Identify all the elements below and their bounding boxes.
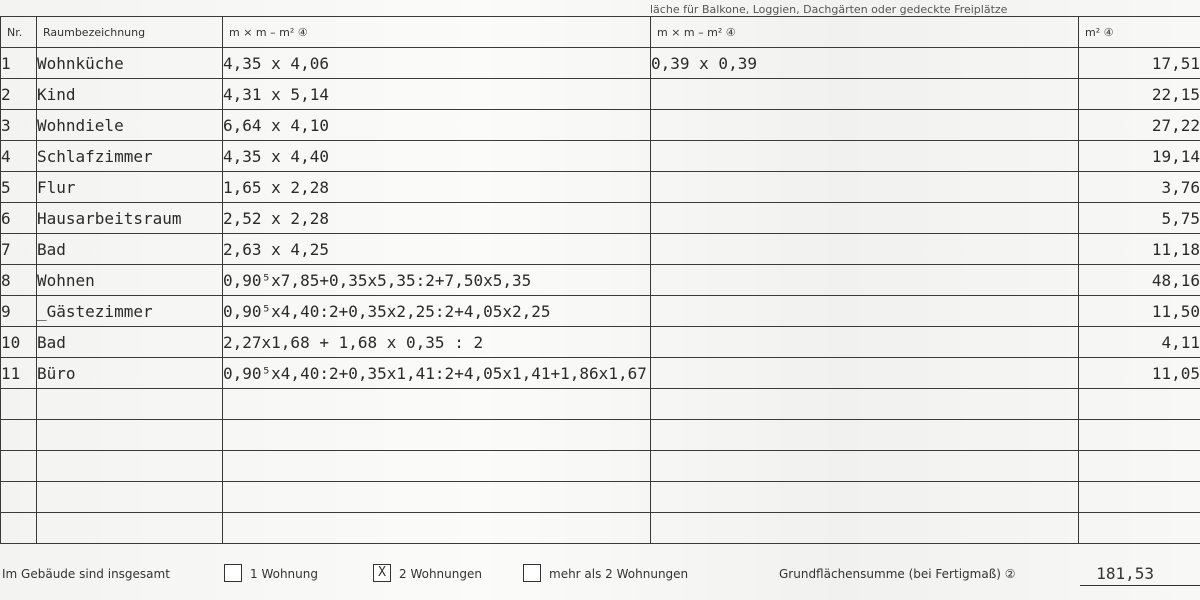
cut-off-header-text: läche für Balkone, Loggien, Dachgärten oder gedeckte Freiplätze <box>650 3 1008 16</box>
table-row <box>1 327 1200 358</box>
room-name: Schlafzimmer <box>37 141 223 172</box>
header-balcony-measure: m × m – m² ④ <box>651 17 1079 48</box>
room-measure <box>223 420 651 451</box>
balcony-measure <box>651 420 1079 451</box>
room-area: 11,50 <box>1079 296 1200 327</box>
row-number: 2 <box>1 79 37 110</box>
room-name: Bad <box>37 327 223 358</box>
table-row <box>1 451 1200 482</box>
room-measure <box>223 513 651 544</box>
row-number <box>1 451 37 482</box>
table-row <box>1 203 1200 234</box>
room-area <box>1079 389 1200 420</box>
header-measure: m × m – m² ④ <box>223 17 651 48</box>
checkbox-2-units-label: 2 Wohnungen <box>399 567 482 581</box>
checkbox-2-units[interactable]: X <box>373 564 391 582</box>
header-room-name: Raumbezeichnung <box>37 17 223 48</box>
room-area <box>1079 420 1200 451</box>
table-row <box>1 296 1200 327</box>
room-area: 27,22 <box>1079 110 1200 141</box>
balcony-measure <box>651 203 1079 234</box>
room-name: Wohnküche <box>37 48 223 79</box>
room-name <box>37 513 223 544</box>
balcony-measure <box>651 296 1079 327</box>
table-row <box>1 358 1200 389</box>
room-measure: 6,64 x 4,10 <box>223 110 651 141</box>
room-measure <box>223 389 651 420</box>
balcony-measure <box>651 358 1079 389</box>
table-header-row <box>1 17 1200 48</box>
row-number <box>1 482 37 513</box>
room-area: 5,75 <box>1079 203 1200 234</box>
balcony-measure <box>651 172 1079 203</box>
room-area: 11,18 <box>1079 234 1200 265</box>
room-name: _Gästezimmer <box>37 296 223 327</box>
table-body <box>1 48 1200 544</box>
checkbox-more-units[interactable] <box>523 564 541 582</box>
table-row <box>1 48 1200 79</box>
room-measure: 4,31 x 5,14 <box>223 79 651 110</box>
row-number: 9 <box>1 296 37 327</box>
room-name <box>37 389 223 420</box>
table-row <box>1 513 1200 544</box>
sum-value: 181,53 <box>1080 564 1200 586</box>
form-footer <box>0 562 1200 590</box>
room-measure <box>223 482 651 513</box>
row-number: 8 <box>1 265 37 296</box>
row-number: 6 <box>1 203 37 234</box>
room-name: Flur <box>37 172 223 203</box>
table-row <box>1 141 1200 172</box>
header-area: m² ④ <box>1079 17 1200 48</box>
balcony-measure <box>651 482 1079 513</box>
room-area: 17,51 <box>1079 48 1200 79</box>
row-number <box>1 513 37 544</box>
table-row <box>1 234 1200 265</box>
table-row <box>1 110 1200 141</box>
row-number: 10 <box>1 327 37 358</box>
room-area: 22,15 <box>1079 79 1200 110</box>
room-area: 19,14 <box>1079 141 1200 172</box>
balcony-measure <box>651 327 1079 358</box>
table-row <box>1 482 1200 513</box>
room-name: Kind <box>37 79 223 110</box>
room-measure: 4,35 x 4,40 <box>223 141 651 172</box>
row-number: 4 <box>1 141 37 172</box>
row-number: 7 <box>1 234 37 265</box>
row-number: 1 <box>1 48 37 79</box>
room-name: Hausarbeitsraum <box>37 203 223 234</box>
room-name <box>37 451 223 482</box>
room-measure: 4,35 x 4,06 <box>223 48 651 79</box>
room-name: Wohnen <box>37 265 223 296</box>
room-table <box>0 16 1200 544</box>
row-number: 11 <box>1 358 37 389</box>
room-measure: 0,90⁵x7,85+0,35x5,35:2+7,50x5,35 <box>223 265 651 296</box>
checkbox-more-units-label: mehr als 2 Wohnungen <box>549 567 689 581</box>
room-area: 48,16 <box>1079 265 1200 296</box>
balcony-measure: 0,39 x 0,39 <box>651 48 1079 79</box>
room-area: 4,11 <box>1079 327 1200 358</box>
balcony-measure <box>651 141 1079 172</box>
room-measure <box>223 451 651 482</box>
header-nr: Nr. <box>1 17 37 48</box>
room-measure: 0,90⁵x4,40:2+0,35x2,25:2+4,05x2,25 <box>223 296 651 327</box>
balcony-measure <box>651 451 1079 482</box>
table-row <box>1 172 1200 203</box>
balcony-measure <box>651 389 1079 420</box>
room-area: 11,05 <box>1079 358 1200 389</box>
row-number: 3 <box>1 110 37 141</box>
checkbox-1-unit[interactable] <box>224 564 242 582</box>
room-area <box>1079 513 1200 544</box>
room-area: 3,76 <box>1079 172 1200 203</box>
balcony-measure <box>651 265 1079 296</box>
room-measure: 2,63 x 4,25 <box>223 234 651 265</box>
table-row <box>1 79 1200 110</box>
room-measure: 2,27x1,68 + 1,68 x 0,35 : 2 <box>223 327 651 358</box>
row-number <box>1 389 37 420</box>
room-measure: 0,90⁵x4,40:2+0,35x1,41:2+4,05x1,41+1,86x1,67 <box>223 358 651 389</box>
room-name: Bad <box>37 234 223 265</box>
room-name: Büro <box>37 358 223 389</box>
table-row <box>1 389 1200 420</box>
balcony-measure <box>651 234 1079 265</box>
balcony-measure <box>651 110 1079 141</box>
room-measure: 1,65 x 2,28 <box>223 172 651 203</box>
table-row <box>1 420 1200 451</box>
room-area <box>1079 482 1200 513</box>
room-name <box>37 420 223 451</box>
balcony-measure <box>651 513 1079 544</box>
row-number: 5 <box>1 172 37 203</box>
table-row <box>1 265 1200 296</box>
balcony-measure <box>651 79 1079 110</box>
room-name <box>37 482 223 513</box>
room-name: Wohndiele <box>37 110 223 141</box>
room-measure: 2,52 x 2,28 <box>223 203 651 234</box>
building-units-label: Im Gebäude sind insgesamt <box>2 567 170 581</box>
sum-label: Grundflächensumme (bei Fertigmaß) ② <box>779 567 1016 581</box>
checkbox-1-unit-label: 1 Wohnung <box>250 567 318 581</box>
row-number <box>1 420 37 451</box>
room-area <box>1079 451 1200 482</box>
